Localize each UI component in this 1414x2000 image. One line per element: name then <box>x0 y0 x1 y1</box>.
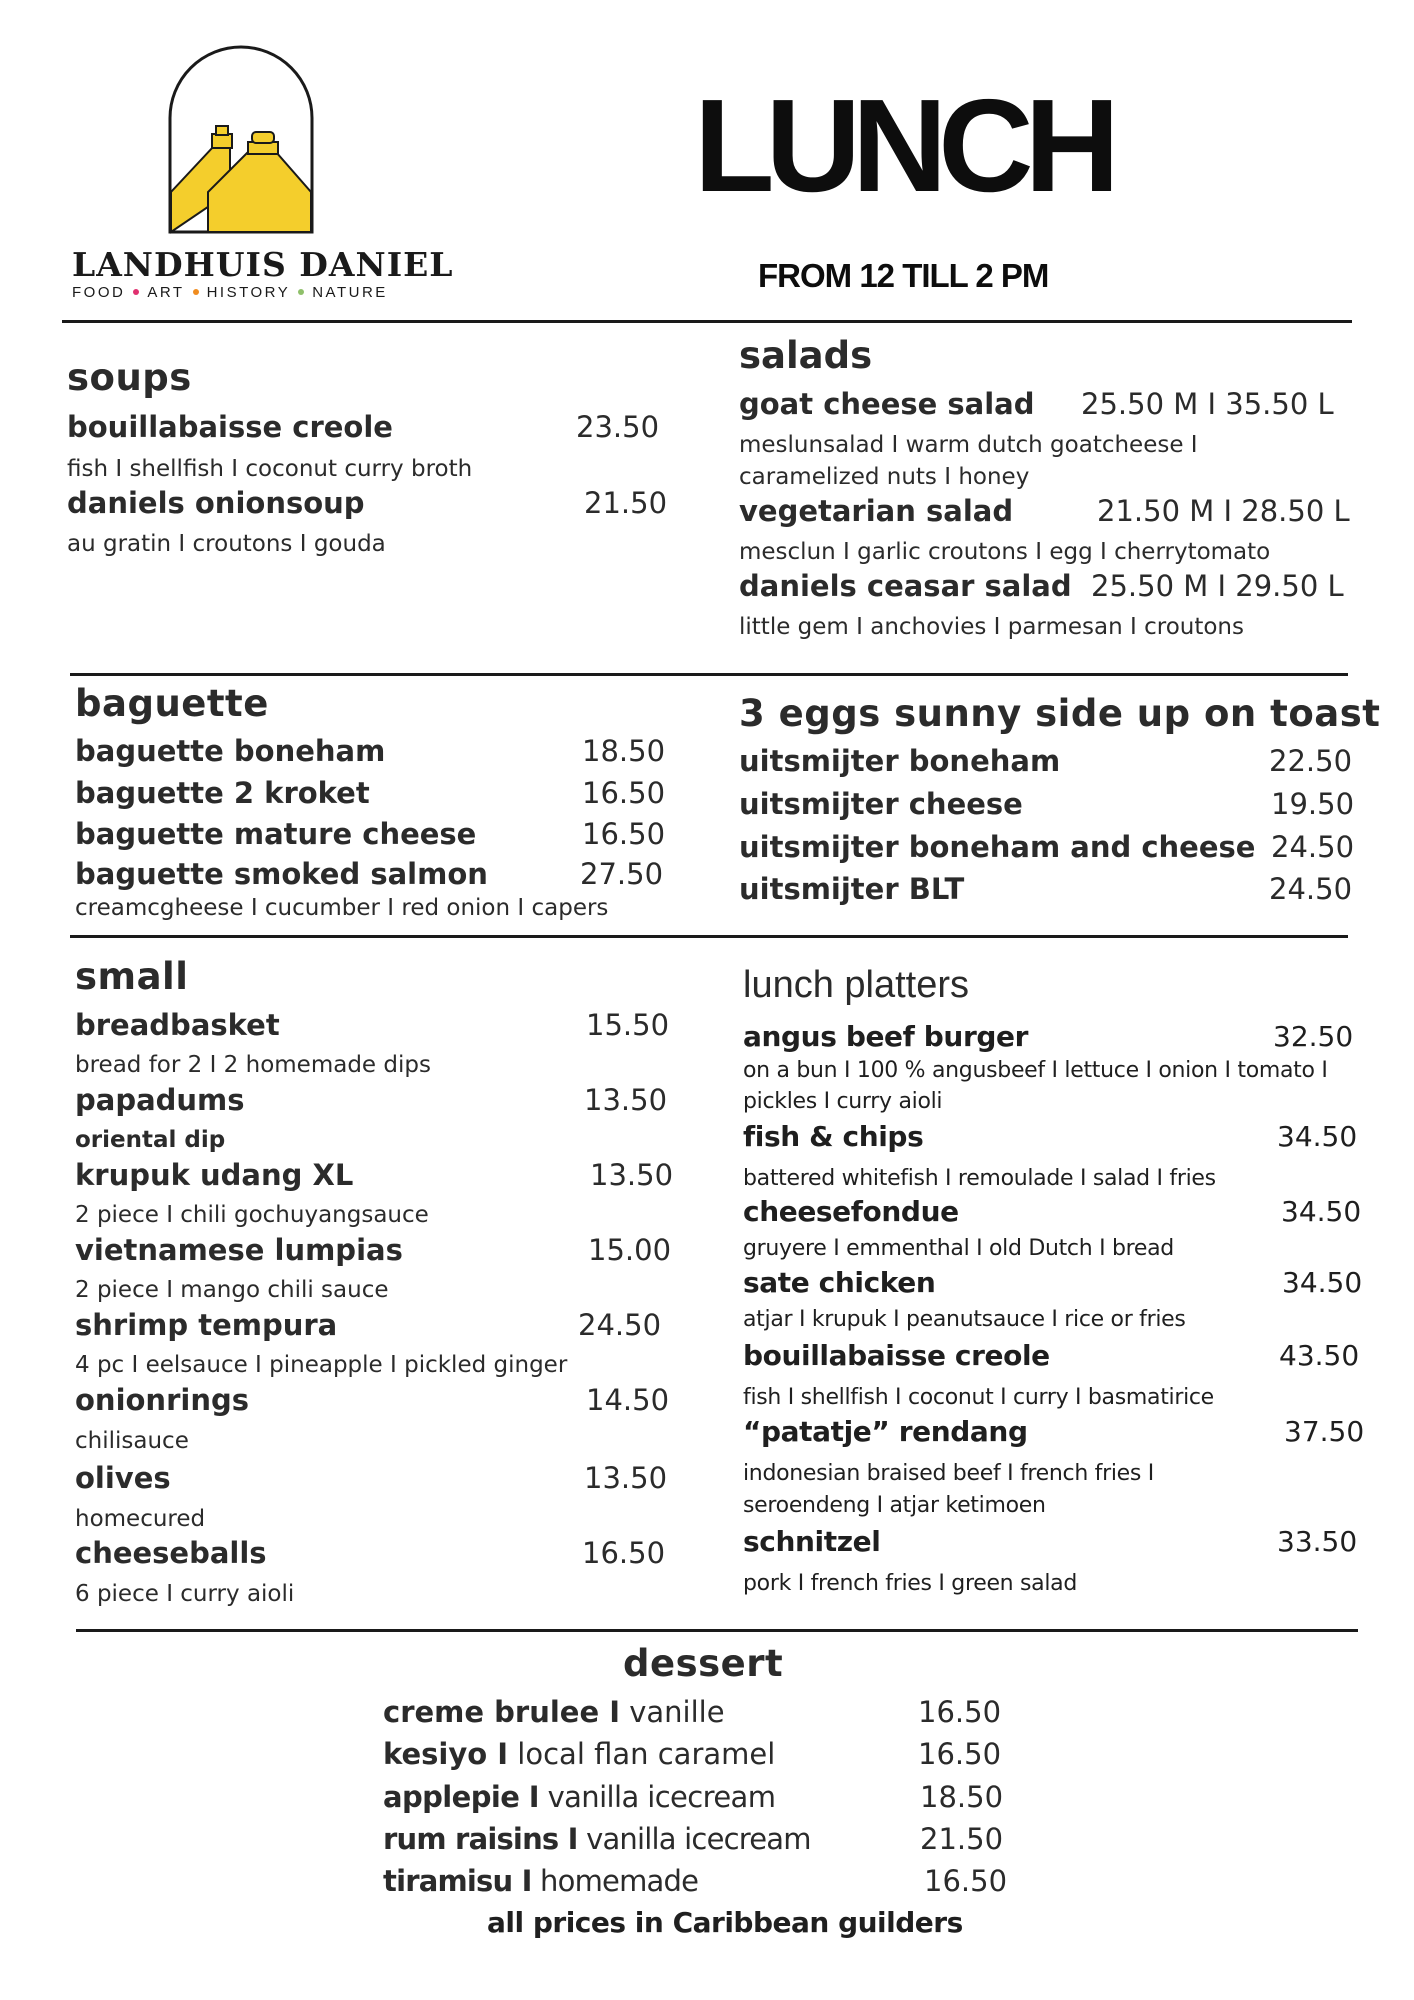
menu-item-description: on a bun I 100 % angusbeef I lettuce I onion I tomato I <box>743 1058 1328 1083</box>
tag-dot-orange <box>193 289 199 295</box>
serving-hours: FROM 12 TILL 2 PM <box>758 257 1049 294</box>
menu-item-name: baguette mature cheese <box>75 817 477 851</box>
menu-item-description: oriental dip <box>75 1127 226 1153</box>
menu-item-name: bouillabaisse creole <box>67 410 393 444</box>
menu-item-name: schnitzel <box>743 1525 881 1558</box>
section-heading-salads: salads <box>739 334 873 377</box>
menu-item-name: vietnamese lumpias <box>75 1233 403 1267</box>
tag-dot-green <box>298 289 304 295</box>
menu-item-name: onionrings <box>75 1383 249 1417</box>
menu-item-price: 13.50 <box>590 1158 674 1192</box>
dessert-name: rum raisins I <box>383 1822 578 1856</box>
section-heading-small: small <box>75 955 189 998</box>
menu-item-name: breadbasket <box>75 1008 280 1042</box>
menu-item-price: 24.50 <box>1269 872 1353 906</box>
menu-item-name: bouillabaisse creole <box>743 1339 1050 1372</box>
menu-item-name: papadums <box>75 1083 245 1117</box>
menu-item-name: cheeseballs <box>75 1536 267 1570</box>
menu-item-name: uitsmijter BLT <box>739 872 965 906</box>
menu-item-name: uitsmijter boneham <box>739 744 1061 778</box>
dessert-name: kesiyo I <box>383 1737 509 1771</box>
brand-name: LANDHUIS DANIEL <box>72 245 454 284</box>
menu-item-price: 21.50 <box>584 486 668 520</box>
menu-item-price: 15.00 <box>588 1233 672 1267</box>
page-title: LUNCH <box>694 72 1111 219</box>
menu-item-description: meslunsalad I warm dutch goatcheese I <box>739 432 1198 458</box>
menu-item-description: homecured <box>75 1506 206 1532</box>
dessert-detail: vanilla icecream <box>577 1822 811 1856</box>
dessert-detail: vanilla icecream <box>538 1780 776 1814</box>
menu-item-price: 27.50 <box>580 857 664 891</box>
menu-item-description: fish I shellfish I coconut curry broth <box>67 456 473 482</box>
menu-item-price: 24.50 <box>578 1308 662 1342</box>
tag-art: ART <box>147 284 185 301</box>
menu-item-description: little gem I anchovies I parmesan I croutons <box>739 614 1244 640</box>
menu-item-description: bread for 2 I 2 homemade dips <box>75 1052 431 1078</box>
menu-item-name: cheesefondue <box>743 1195 959 1228</box>
dessert-item <box>383 1737 775 1771</box>
menu-item-description: pickles I curry aioli <box>743 1089 943 1114</box>
menu-item-price: 15.50 <box>586 1008 670 1042</box>
menu-item-price: 21.50 M I 28.50 L <box>1097 494 1350 528</box>
menu-item-price: 13.50 <box>584 1461 668 1495</box>
menu-item-price: 19.50 <box>1271 787 1355 821</box>
menu-item-description: 2 piece I mango chili sauce <box>75 1277 389 1303</box>
dessert-price: 18.50 <box>920 1780 1004 1814</box>
section-heading-dessert: dessert <box>623 1642 784 1685</box>
menu-item-description: indonesian braised beef I french fries I <box>743 1461 1154 1486</box>
dessert-price: 21.50 <box>920 1822 1004 1856</box>
menu-item-price: 33.50 <box>1277 1525 1358 1558</box>
tag-nature: NATURE <box>312 284 388 301</box>
menu-item-price: 25.50 M I 29.50 L <box>1091 569 1344 603</box>
dessert-detail: vanille <box>620 1695 725 1729</box>
menu-item-description: gruyere I emmenthal I old Dutch I bread <box>743 1236 1174 1261</box>
menu-item-name: angus beef burger <box>743 1020 1028 1053</box>
menu-item-description: 6 piece I curry aioli <box>75 1581 295 1607</box>
dessert-price: 16.50 <box>918 1737 1002 1771</box>
brand-tagline <box>72 284 388 301</box>
menu-item-description: chilisauce <box>75 1428 189 1454</box>
menu-item-price: 16.50 <box>582 776 666 810</box>
tag-dot-pink <box>133 289 139 295</box>
dessert-name: tiramisu I <box>383 1864 532 1898</box>
tag-food: FOOD <box>72 284 126 301</box>
menu-item-description: mesclun I garlic croutons I egg I cherrytomato <box>739 539 1271 565</box>
menu-item-description: battered whitefish I remoulade I salad I fries <box>743 1166 1216 1191</box>
dessert-item <box>383 1780 775 1814</box>
divider-3 <box>70 935 1348 938</box>
menu-item-name: krupuk udang XL <box>75 1158 354 1192</box>
menu-item-name: uitsmijter boneham and cheese <box>739 830 1256 864</box>
menu-item-price: 25.50 M I 35.50 L <box>1081 387 1334 421</box>
dessert-detail: local flan caramel <box>508 1737 776 1771</box>
menu-item-name: fish & chips <box>743 1120 924 1153</box>
landhuis-daniel-logo <box>166 42 316 234</box>
menu-item-name: sate chicken <box>743 1266 936 1299</box>
menu-item-description: pork I french fries I green salad <box>743 1571 1078 1596</box>
menu-item-description: seroendeng I atjar ketimoen <box>743 1493 1046 1518</box>
menu-item-description: creamcgheese I cucumber I red onion I capers <box>75 895 609 921</box>
tag-history: HISTORY <box>206 284 291 301</box>
menu-item-name: baguette 2 kroket <box>75 776 370 810</box>
menu-item-price: 34.50 <box>1277 1120 1358 1153</box>
menu-item-price: 18.50 <box>582 734 666 768</box>
dessert-name: creme brulee I <box>383 1695 621 1729</box>
dessert-price: 16.50 <box>924 1864 1008 1898</box>
dessert-item <box>383 1822 811 1856</box>
menu-item-description: atjar I krupuk I peanutsauce I rice or fries <box>743 1307 1186 1332</box>
dessert-detail: homemade <box>531 1864 699 1898</box>
menu-item-price: 16.50 <box>582 817 666 851</box>
menu-item-price: 32.50 <box>1273 1020 1354 1053</box>
menu-item-name: baguette boneham <box>75 734 386 768</box>
menu-item-price: 23.50 <box>576 410 660 444</box>
menu-item-description: 2 piece I chili gochuyangsauce <box>75 1202 429 1228</box>
menu-item-name: goat cheese salad <box>739 387 1035 421</box>
divider-top <box>62 320 1352 323</box>
menu-item-description: caramelized nuts I honey <box>739 464 1030 490</box>
section-heading-baguette: baguette <box>75 682 269 725</box>
menu-item-name: daniels ceasar salad <box>739 569 1072 603</box>
menu-item-name: olives <box>75 1461 171 1495</box>
menu-item-price: 37.50 <box>1284 1415 1365 1448</box>
menu-item-description: au gratin I croutons I gouda <box>67 531 386 557</box>
menu-item-price: 16.50 <box>582 1536 666 1570</box>
menu-item-name: “patatje” rendang <box>743 1415 1028 1448</box>
section-heading-eggs: 3 eggs sunny side up on toast <box>739 692 1381 735</box>
menu-item-price: 43.50 <box>1279 1339 1360 1372</box>
menu-item-price: 13.50 <box>584 1083 668 1117</box>
menu-item-price: 34.50 <box>1282 1266 1363 1299</box>
price-currency-note: all prices in Caribbean guilders <box>487 1906 963 1939</box>
menu-item-name: daniels onionsoup <box>67 486 365 520</box>
menu-item-price: 22.50 <box>1269 744 1353 778</box>
dessert-name: applepie I <box>383 1780 539 1814</box>
dessert-item <box>383 1695 725 1729</box>
menu-item-name: vegetarian salad <box>739 494 1014 528</box>
divider-2 <box>70 673 1348 676</box>
section-heading-lunch-platters: lunch platters <box>743 964 970 1006</box>
dessert-item <box>383 1864 698 1898</box>
menu-item-price: 24.50 <box>1271 830 1355 864</box>
menu-item-name: uitsmijter cheese <box>739 787 1023 821</box>
menu-item-name: shrimp tempura <box>75 1308 338 1342</box>
menu-item-price: 34.50 <box>1281 1195 1362 1228</box>
menu-item-description: 4 pc I eelsauce I pineapple I pickled ginger <box>75 1352 568 1378</box>
menu-item-name: baguette smoked salmon <box>75 857 488 891</box>
dessert-price: 16.50 <box>918 1695 1002 1729</box>
section-heading-soups: soups <box>67 356 192 399</box>
menu-item-description: fish I shellfish I coconut I curry I basmatirice <box>743 1385 1214 1410</box>
divider-4 <box>76 1629 1358 1632</box>
menu-item-price: 14.50 <box>586 1383 670 1417</box>
